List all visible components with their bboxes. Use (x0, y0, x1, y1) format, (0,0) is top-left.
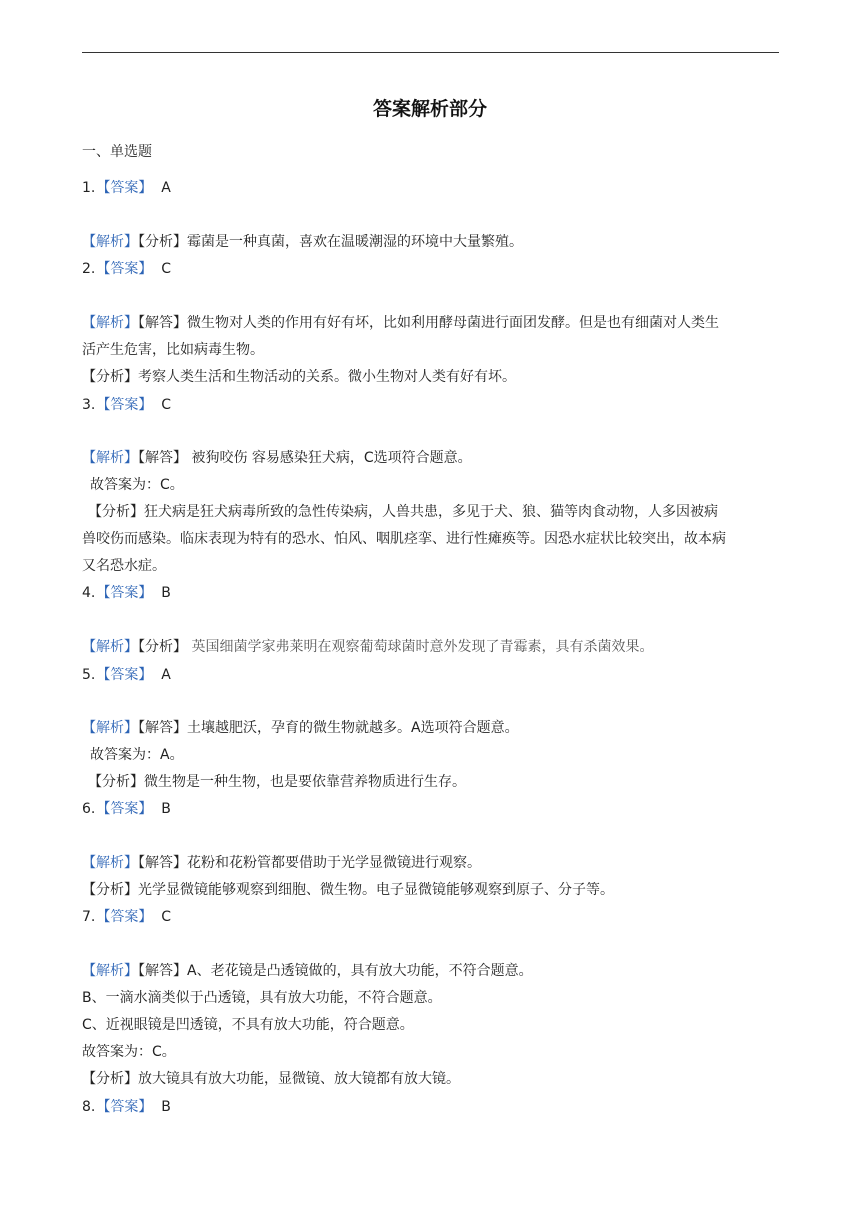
jiexi-label: 【解析】 (82, 639, 138, 655)
analysis-text: 微生物是一种生物，也是要依靠营养物质进行生存。 (144, 774, 466, 790)
answer-label: 【答案】 (96, 585, 153, 601)
analysis-text: 霉菌是一种真菌，喜欢在温暖潮湿的环境中大量繁殖。 (187, 234, 523, 250)
analysis-line-q2 (82, 366, 782, 386)
conclusion-line-q5: 故答案为：A。 (90, 747, 184, 763)
question-number: 6. (82, 801, 96, 817)
analysis-line-q5 (88, 771, 788, 791)
answer-value: C (161, 397, 172, 413)
question-number: 4. (82, 585, 96, 601)
answer-line-q5 (82, 664, 782, 684)
page-title: 答案解析部分 (372, 98, 487, 120)
answer-line-q2 (82, 258, 782, 278)
answer-label: 【答案】 (96, 180, 153, 196)
jiexi-label: 【解析】 (82, 450, 138, 466)
explanation-line-q3 (82, 447, 782, 467)
analysis-line-q6 (82, 879, 782, 899)
analysis-text: 英国细菌学家弗莱明在观察葡萄球菌时意外发现了青霉素，具有杀菌效果。 (187, 639, 654, 655)
analysis-text: 放大镜具有放大功能，显微镜、放大镜都有放大镜。 (138, 1071, 460, 1087)
answer-value: B (161, 585, 171, 601)
question-number: 5. (82, 667, 96, 683)
answer-line-q6 (82, 798, 782, 818)
jiexi-label: 【解析】 (82, 855, 138, 871)
answer-line-q3 (82, 394, 782, 414)
solution-text: 微生物对人类的作用有好有坏，比如利用酵母菌进行面团发酵。但是也有细菌对人类生 (187, 315, 719, 331)
answer-label: 【答案】 (96, 261, 153, 277)
question-number: 8. (82, 1099, 96, 1115)
answer-label: 【答案】 (96, 1099, 153, 1115)
fenxi-label: 【分析】 (88, 504, 144, 520)
solution-text: 被狗咬伤 容易感染狂犬病，C选项符合题意。 (187, 450, 472, 466)
answer-value: C (161, 261, 172, 277)
question-number: 7. (82, 909, 96, 925)
answer-label: 【答案】 (96, 801, 153, 817)
jieda-label: 【解答】 (138, 855, 187, 871)
fenxi-label: 【分析】 (88, 774, 144, 790)
fenxi-label: 【分析】 (82, 369, 138, 385)
answer-value: B (161, 801, 171, 817)
jiexi-label: 【解析】 (82, 963, 138, 979)
section-heading: 一、单选题 (82, 144, 152, 160)
header-rule (82, 52, 779, 53)
answer-value: C (161, 909, 172, 925)
fenxi-label: 【分析】 (138, 639, 187, 655)
solution-text: A、老花镜是凸透镜做的，具有放大功能，不符合题意。 (187, 963, 533, 979)
jieda-label: 【解答】 (138, 720, 187, 736)
answer-label: 【答案】 (96, 667, 153, 683)
jiexi-label: 【解析】 (82, 315, 138, 331)
answer-line-q8 (82, 1096, 782, 1116)
analysis-text: 狂犬病是狂犬病毒所致的急性传染病，人兽共患，多见于犬、狼、猫等肉食动物，人多因被病 (144, 504, 718, 520)
analysis-text: 光学显微镜能够观察到细胞、微生物。电子显微镜能够观察到原子、分子等。 (138, 882, 614, 898)
analysis-text: 考察人类生活和生物活动的关系。微小生物对人类有好有坏。 (138, 369, 516, 385)
analysis-line-q3-cont1: 兽咬伤而感染。临床表现为特有的恐水、怕风、咽肌痉挛、进行性瘫痪等。因恐水症状比较突出，故本病 (82, 531, 726, 547)
fenxi-label: 【分析】 (138, 234, 187, 250)
answer-value: B (161, 1099, 171, 1115)
jieda-label: 【解答】 (138, 963, 187, 979)
analysis-line-q3-cont2: 又名恐水症。 (82, 558, 166, 574)
analysis-line-q3 (88, 501, 788, 521)
question-number: 3. (82, 397, 96, 413)
explanation-line-q2-cont: 活产生危害，比如病毒生物。 (82, 342, 264, 358)
explanation-line-q6 (82, 852, 782, 872)
answer-value: A (161, 180, 171, 196)
option-c-line-q7: C、近视眼镜是凹透镜，不具有放大功能，符合题意。 (82, 1017, 414, 1033)
conclusion-line-q7: 故答案为：C。 (82, 1044, 176, 1060)
conclusion-line-q3: 故答案为：C。 (90, 477, 184, 493)
explanation-line-q1 (82, 231, 782, 251)
explanation-line-q2 (82, 312, 782, 332)
fenxi-label: 【分析】 (82, 1071, 138, 1087)
answer-value: A (161, 667, 171, 683)
option-b-line-q7: B、一滴水滴类似于凸透镜，具有放大功能，不符合题意。 (82, 990, 442, 1006)
jieda-label: 【解答】 (138, 315, 187, 331)
jieda-label: 【解答】 (138, 450, 187, 466)
answer-label: 【答案】 (96, 397, 153, 413)
question-number: 2. (82, 261, 96, 277)
solution-text: 土壤越肥沃，孕育的微生物就越多。A选项符合题意。 (187, 720, 519, 736)
jiexi-label: 【解析】 (82, 234, 138, 250)
analysis-line-q7 (82, 1068, 782, 1088)
question-number: 1. (82, 180, 96, 196)
answer-line-q4 (82, 582, 782, 602)
solution-text: 花粉和花粉管都要借助于光学显微镜进行观察。 (187, 855, 481, 871)
jiexi-label: 【解析】 (82, 720, 138, 736)
explanation-line-q4 (82, 636, 782, 656)
explanation-line-q7 (82, 960, 782, 980)
answer-line-q7 (82, 906, 782, 926)
answer-line-q1 (82, 177, 782, 197)
answer-label: 【答案】 (96, 909, 153, 925)
fenxi-label: 【分析】 (82, 882, 138, 898)
explanation-line-q5 (82, 717, 782, 737)
